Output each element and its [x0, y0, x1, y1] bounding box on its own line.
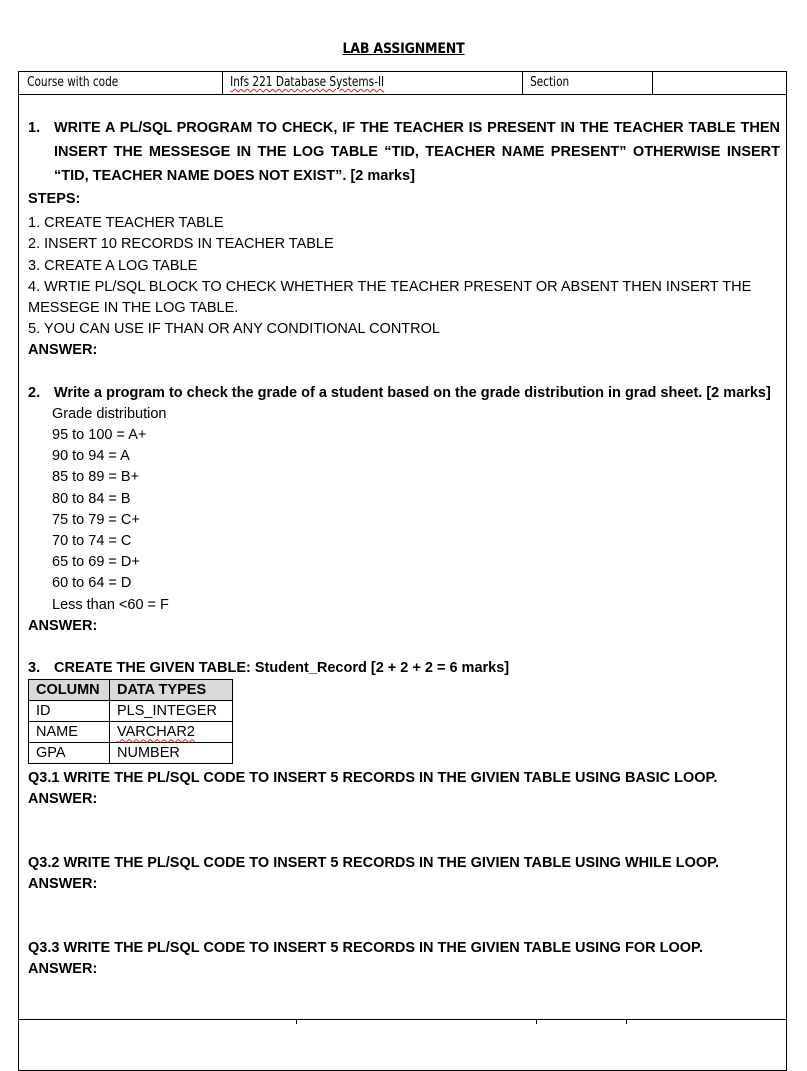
bottom-table-edge	[18, 1019, 787, 1024]
spacer	[28, 362, 780, 383]
question-number: 2.	[28, 384, 41, 401]
answer-label: ANSWER:	[28, 875, 98, 892]
question-number: 1.	[28, 120, 41, 136]
course-value-text: Infs 221 Database Systems-II	[230, 75, 385, 90]
table-cell: PLS_INTEGER	[110, 701, 233, 722]
column-header: COLUMN	[29, 680, 110, 701]
grade-row: 90 to 94 = A	[52, 448, 130, 465]
answer-label: ANSWER:	[28, 791, 98, 808]
grade-row: 80 to 84 = B	[52, 490, 131, 507]
table-cell-text: VARCHAR2	[117, 724, 195, 741]
grade-row: 95 to 100 = A+	[52, 427, 147, 444]
grade-row: 65 to 69 = D+	[52, 554, 140, 571]
grade-row: 70 to 74 = C	[52, 533, 132, 550]
answer-label: ANSWER:	[28, 961, 98, 978]
table-cell: ID	[29, 701, 110, 722]
table-row	[29, 701, 233, 722]
page-title: LAB ASSIGNMENT	[342, 41, 465, 57]
table-row	[29, 722, 233, 743]
question-text: Write a program to check the grade of a student based on the grade distribution in grad sheet. [2 marks]	[54, 384, 771, 401]
step-item: 2. INSERT 10 RECORDS IN TEACHER TABLE	[28, 236, 334, 253]
step-item: 4. WRTIE PL/SQL BLOCK TO CHECK WHETHER THE TEACHER PRESENT OR ABSENT THEN INSERT THE MESSEGE IN THE LOG TABLE.	[28, 278, 752, 317]
spacer	[28, 637, 780, 658]
spacer	[28, 895, 780, 938]
grade-distribution-title: Grade distribution	[52, 405, 167, 422]
grade-row: 85 to 89 = B+	[52, 469, 140, 486]
table-cell	[110, 722, 233, 743]
table-cell: GPA	[29, 743, 110, 764]
question-text: CREATE THE GIVEN TABLE: Student_Record [2 + 2 + 2 = 6 marks]	[54, 660, 510, 677]
step-item: 3. CREATE A LOG TABLE	[28, 257, 198, 274]
table-cell: NUMBER	[110, 743, 233, 764]
answer-label: ANSWER:	[28, 617, 98, 634]
step-item: 1. CREATE TEACHER TABLE	[28, 215, 224, 232]
question-2	[28, 383, 780, 404]
table-row	[29, 743, 233, 764]
header-table	[18, 71, 787, 95]
column-header: DATA TYPES	[110, 680, 233, 701]
grade-row: 75 to 79 = C+	[52, 511, 140, 528]
grade-row: Less than <60 = F	[52, 596, 169, 613]
question-number: 3.	[28, 660, 41, 677]
course-value	[222, 72, 492, 94]
section-label: Section	[530, 75, 570, 90]
question-3	[28, 658, 780, 679]
spacer	[28, 811, 780, 853]
subquestion-3-1: Q3.1 WRITE THE PL/SQL CODE TO INSERT 5 RECORDS IN THE GIVIEN TABLE USING BASIC LOOP.	[28, 770, 718, 787]
section-value	[652, 72, 773, 94]
grade-row: 60 to 64 = D	[52, 575, 132, 592]
step-item: 5. YOU CAN USE IF THAN OR ANY CONDITIONAL CONTROL	[28, 321, 440, 338]
course-label: Course with code	[27, 75, 119, 90]
steps-label: STEPS:	[28, 191, 81, 207]
answer-label: ANSWER:	[28, 342, 98, 359]
table-cell: NAME	[29, 722, 110, 743]
subquestion-3-2: Q3.2 WRITE THE PL/SQL CODE TO INSERT 5 RECORDS IN THE GIVIEN TABLE USING WHILE LOOP.	[28, 854, 719, 871]
assignment-body	[28, 116, 780, 980]
subquestion-3-3: Q3.3 WRITE THE PL/SQL CODE TO INSERT 5 RECORDS IN THE GIVIEN TABLE USING FOR LOOP.	[28, 940, 703, 957]
student-record-table	[28, 679, 233, 764]
table-header-row	[29, 680, 233, 701]
question-text: WRITE A PL/SQL PROGRAM TO CHECK, IF THE TEACHER IS PRESENT IN THE TEACHER TABLE THEN INSERT THE MESSESGE IN THE LOG TABLE “TID, TEACHER NAME PRESENT” OTHERWISE INSERT “TID, TEACHER NAME DOES NOT EXIST”. [2 marks]	[54, 120, 780, 184]
question-1	[28, 116, 780, 188]
